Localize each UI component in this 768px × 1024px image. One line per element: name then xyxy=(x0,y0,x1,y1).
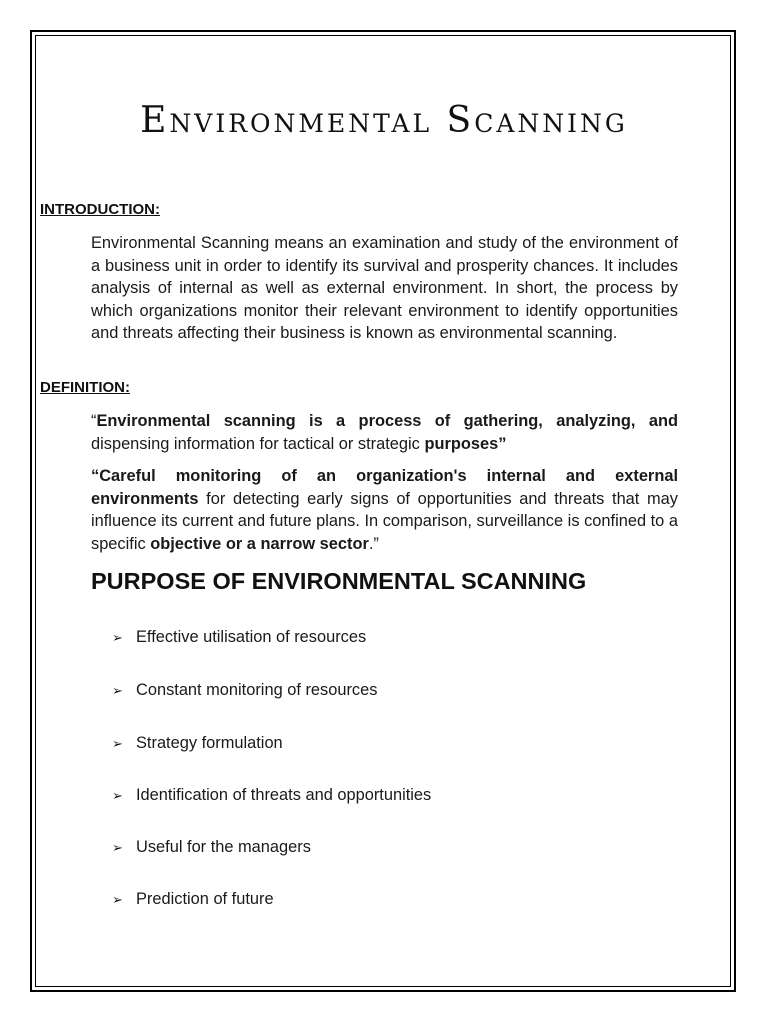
purpose-item xyxy=(112,734,283,753)
arrowhead-bullet-icon: ➢ xyxy=(112,682,123,698)
introduction-label: INTRODUCTION: xyxy=(40,201,160,218)
purpose-heading: PURPOSE OF ENVIRONMENTAL SCANNING xyxy=(91,568,587,594)
arrowhead-bullet-icon: ➢ xyxy=(112,735,123,751)
page-title: Environmental Scanning xyxy=(140,100,628,141)
arrowhead-bullet-icon: ➢ xyxy=(112,891,123,907)
purpose-item-text: Effective utilisation of resources xyxy=(136,628,367,646)
arrowhead-bullet-icon: ➢ xyxy=(112,629,123,645)
introduction-paragraph: Environmental Scanning means an examination and study of the environment of a business unit in order to identify its survival and prosperity chances. It includes analysis of internal as well as external environment. In short, the process by which organizations monitor their relevant environment to identify opportunities and threats affecting their business is known as environmental scanning. xyxy=(91,234,678,342)
definition-paragraph-1 xyxy=(91,410,678,455)
purpose-item xyxy=(112,786,431,805)
purpose-item xyxy=(112,681,377,700)
purpose-item xyxy=(112,838,311,857)
def2-end: .” xyxy=(368,534,379,553)
def2-text: for detecting early signs of opportunities and threats that may influence its current and future plans. In comparison, surveillance is confined to a specific xyxy=(91,489,678,553)
def1-quote: “ xyxy=(91,412,97,430)
definition-label: DEFINITION: xyxy=(40,379,130,396)
def1-bold-start: Environmental scanning is a process of gathering, analyzing, and xyxy=(96,412,678,430)
def1-bold-end: purposes” xyxy=(424,434,507,453)
purpose-item-text: Useful for the managers xyxy=(136,838,311,856)
def2-bold-mid: objective or a narrow sector xyxy=(150,534,369,553)
definition-paragraph-2 xyxy=(91,465,678,555)
def2-bold-start: “Careful monitoring of an organization's internal and external environments xyxy=(91,467,678,508)
purpose-item-text: Identification of threats and opportunities xyxy=(136,786,432,804)
purpose-item-text: Prediction of future xyxy=(136,890,274,908)
arrowhead-bullet-icon: ➢ xyxy=(112,839,123,855)
purpose-item xyxy=(112,628,366,647)
purpose-item xyxy=(112,890,274,909)
purpose-item-text: Strategy formulation xyxy=(136,734,283,752)
def1-text: dispensing information for tactical or strategic xyxy=(91,434,425,453)
purpose-item-text: Constant monitoring of resources xyxy=(136,681,378,699)
arrowhead-bullet-icon: ➢ xyxy=(112,787,123,803)
